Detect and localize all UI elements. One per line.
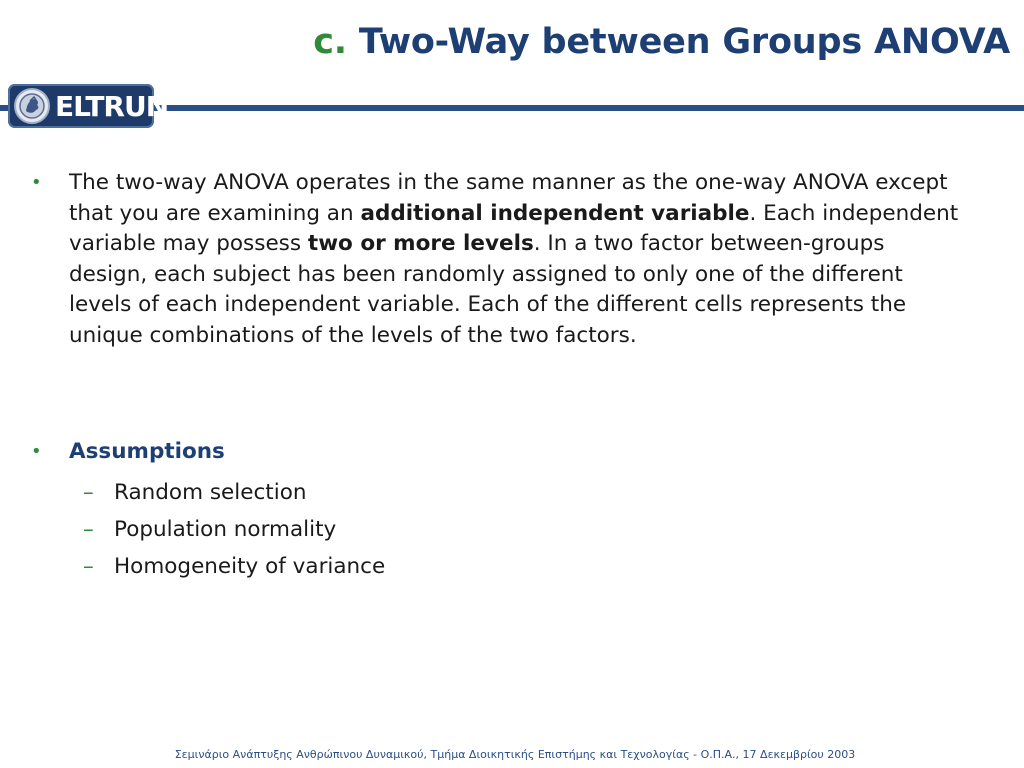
assumptions-heading: Assumptions: [69, 439, 225, 464]
slide-content: [28, 168, 968, 585]
list-item: [69, 474, 968, 511]
paragraph-segment: . In a two factor between-groups design, each subject has been randomly assigned to only one of the different levels of each independent variable. Each of the different cells represents the unique combinations of the levels of the two factors.: [69, 231, 907, 348]
athena-emblem-icon: [14, 88, 50, 124]
bullet-dot-icon: •: [31, 441, 42, 462]
list-item-label: Homogeneity of variance: [114, 553, 386, 579]
list-item-label: Random selection: [114, 479, 307, 505]
dash-icon: –: [83, 553, 94, 579]
paragraph-segment-bold: two or more levels: [307, 231, 534, 256]
bullet-item-two-way-description: [28, 168, 968, 351]
list-item-label: Population normality: [114, 516, 337, 542]
bullet-dot-icon: •: [31, 172, 42, 193]
paragraph-segment: . Each independent variable may possess: [69, 200, 959, 256]
logo-text: ELTRUN: [55, 89, 169, 123]
bullet-item-assumptions: [28, 437, 968, 468]
list-item: [69, 548, 968, 585]
title-text: Two-Way between Groups ANOVA: [358, 22, 1010, 62]
list-item: [69, 511, 968, 548]
dash-icon: –: [83, 516, 94, 542]
title-prefix: c.: [313, 22, 347, 62]
eltrun-logo: [8, 84, 169, 128]
slide-title: [313, 22, 1010, 62]
slide-footer: Σεμινάριο Ανάπτυξης Ανθρώπινου Δυναμικού, Τμήμα Διοικητικής Επιστήμης και Τεχνολογίας - Ο.Π.Α., 17 Δεκεμβρίου 2003: [174, 748, 856, 761]
paragraph-segment-bold: additional independent variable: [360, 200, 750, 226]
dash-icon: –: [83, 479, 94, 505]
paragraph-segment: The two-way ANOVA operates in the same manner as the one-way ANOVA except that you are examining an: [69, 170, 948, 226]
assumptions-list: [28, 474, 968, 585]
